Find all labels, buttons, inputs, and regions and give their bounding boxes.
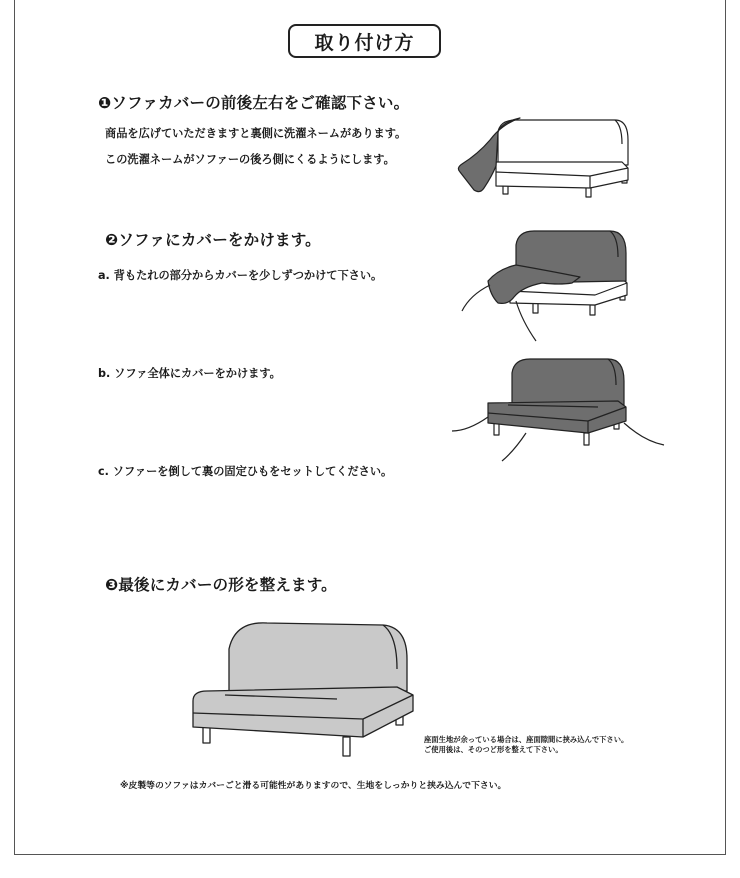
page-title: 取り付け方 xyxy=(288,24,441,58)
step1-line-1: 商品を広げていただきますと裏側に洗濯ネームがあります。 xyxy=(105,127,407,140)
sofa-illustration-step1 xyxy=(450,110,650,205)
step2-heading: ❷ソファにカバーをかけます。 xyxy=(105,231,321,249)
step3-note-1: 座面生地が余っている場合は、座面隙間に挟み込んで下さい。 xyxy=(424,735,629,744)
footer-note: ※皮製等のソファはカバーごと滑る可能性がありますので、生地をしっかりと挟み込んで下さい。 xyxy=(120,781,507,791)
step2-substep-c: c. ソファーを倒して裏の固定ひもをセットしてください。 xyxy=(98,465,393,478)
step1-line-2: この洗濯ネームがソファーの後ろ側にくるようにします。 xyxy=(105,153,395,166)
sofa-illustration-step3 xyxy=(185,615,420,765)
sofa-illustration-step2b xyxy=(448,355,668,465)
step3-heading: ❸最後にカバーの形を整えます。 xyxy=(105,576,337,594)
step2-substep-a: a. 背もたれの部分からカバーを少しずつかけて下さい。 xyxy=(98,269,383,282)
step3-note-2: ご使用後は、そのつど形を整えて下さい。 xyxy=(424,745,563,754)
sofa-illustration-step2a xyxy=(450,225,650,345)
step2-substep-b: b. ソファ全体にカバーをかけます。 xyxy=(98,367,281,380)
step1-heading: ❶ソファカバーの前後左右をご確認下さい。 xyxy=(98,94,410,112)
